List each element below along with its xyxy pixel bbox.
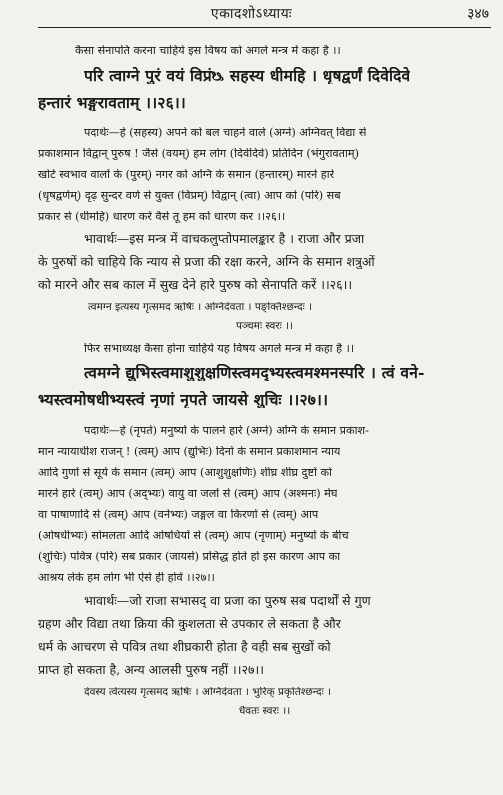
padartha-line: (ओषधीभ्यः) सोमलता आदि ओषधियों से (त्वम्) आप (नृणाम्) मनुष्यों के बीच (38, 530, 349, 542)
rishi-line: त्वमग्न इत्यस्य गृत्समद ऋषिः । अग्निर्देवता । पङ्क्तिश्छन्दः । (88, 302, 313, 313)
page-number: ३४७ (467, 6, 489, 22)
chapter-title: एकादशोऽध्यायः (210, 6, 293, 22)
padartha-line: प्रकाशमान विद्वान् पुरुष ! जैसे (वयम्) हम लोग (दिवेदिवे) प्रतिदिन (भंगुरावताम्) (38, 148, 359, 160)
padartha-line: (शुचिः) पवित्र (परि) सब प्रकार (जायसे) प्रसिद्ध होते हो इस कारण आप का (38, 551, 341, 563)
padartha-line: पदार्थः—हे (नृपते) मनुष्यों के पालने हारे (अग्ने) अग्नि के समान प्रकाश- (84, 425, 369, 437)
bhavartha-line: प्राप्त हो सकता है, अन्य आलसी पुरुष नहीं ।।२७।। (38, 663, 264, 677)
padartha-line: खोटे स्वभाव वालों के (पुरम्) नगर को अग्नि के समान (हन्तारम्) मारने हारे (38, 169, 335, 181)
bhavartha-line: के पुरुषों को चाहिये कि न्याय से प्रजा की रक्षा करने, अग्नि के समान शत्रुओं (38, 255, 375, 269)
bhavartha-line: भावार्थः—इस मन्त्र में वाचकलुप्तोपमालङ्कार है । राजा और प्रजा (84, 232, 365, 246)
padartha-line: पदार्थः—हे (सहस्य) अपने को बल चाहने वाले (अग्ने) अग्निवत् विद्या से (84, 127, 367, 139)
mantra-line: हन्तारं भङ्गुरावताम् ।।२६।। (38, 94, 187, 112)
mantra-line: त्वमग्ने द्युभिस्त्वमाशुशुक्षणिस्त्वमद्भ्यस्त्वमश्मनस्परि । त्वं वने- (84, 364, 425, 382)
padartha-line: वा पाषाणादि से (त्वम्) आप (वनेभ्यः) जङ्गल वा किरणों से (त्वम्) आप (38, 509, 319, 521)
mantra-line: परि त्वाग्ने पुरं वयं विप्रंᳬ सहस्य धीमहि । धृषद्वर्णं दिवेदिवे (84, 67, 411, 85)
padartha-line: (धृषद्वर्णम्) दृढ़ सुन्दर वर्ण से युक्त (विप्रम्) विद्वान् (त्वा) आप को (परि) सब (38, 190, 341, 202)
padartha-line: आश्रय लेके हम लोग भी ऐसे ही होवें ।।२७।। (38, 572, 215, 584)
padartha-line: मारने हारे (त्वम्) आप (अद्भ्यः) वायु वा जलों से (त्वम्) आप (अश्मनः) मेघ (38, 488, 338, 500)
mantra-line: भ्यस्त्वमोषधीभ्यस्त्वं नृणां नृपते जायसे शुचिः ।।२७।। (38, 391, 329, 409)
bhavartha-line: ग्रहण और विद्या तथा क्रिया की कुशलता से उपकार ले सकता है और (38, 617, 341, 631)
svara-line: पञ्चमः स्वरः ।। (235, 321, 294, 332)
bhavartha-line: भावार्थः—जो राजा सभासद् वा प्रजा का पुरुष सब पदार्थों से गुण (84, 594, 371, 608)
intro-line: कैसा सेनापति करना चाहिये इस विषय को अगले मन्त्र में कहा है ।। (75, 45, 341, 57)
header-rule (38, 27, 491, 28)
rishi-line: देवस्य त्वेत्यस्य गृत्समद ऋषिः । अग्निर्देवता । भुरिक् प्रकृतिश्छन्दः । (84, 687, 332, 698)
bhavartha-line: को मारने और सब काल में सुख देने हारे पुरुष को सेनापति करें ।।२६।। (38, 278, 353, 292)
padartha-line: प्रकार से (धीमहि) धारण करें वैसे तू हम को धारण कर ।।२६।। (38, 211, 286, 223)
intro-line: फिर सभाध्यक्ष कैसा होना चाहिये यह विषय अगले मन्त्र में कहा है ।। (84, 343, 355, 355)
svara-line: धैवतः स्वरः ।। (238, 706, 291, 717)
padartha-line: आदि गुणों से सूर्य के समान (त्वम्) आप (आशुशुक्षणिः) शीघ्र शीघ्र दुष्टों को (38, 467, 332, 479)
bhavartha-line: धर्म के आचरण से पवित्र तथा शीघ्रकारी होता है वही सब सुखों को (38, 640, 331, 654)
padartha-line: मान न्यायाधीश राजन् ! (त्वम्) आप (द्युभिः) दिनों के समान प्रकाशमान न्याय (38, 446, 341, 458)
